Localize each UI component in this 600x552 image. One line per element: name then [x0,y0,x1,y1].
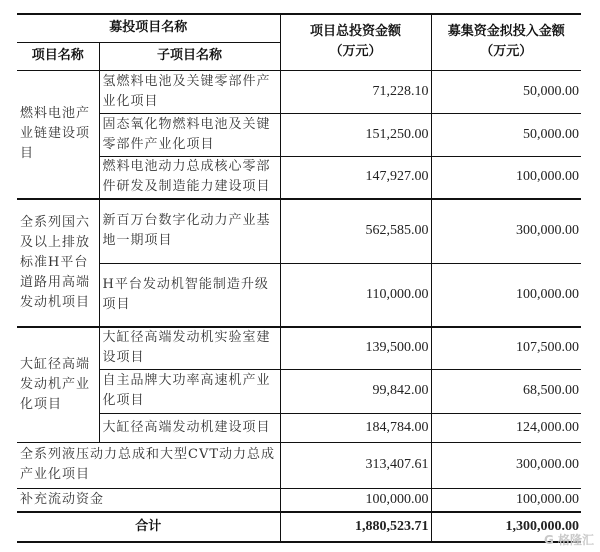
raised-funds-sum: 1,300,000.00 [431,512,581,542]
table-row [17,369,581,413]
sub-project-name: 新百万台数字化动力产业基地一期项目 [99,199,280,263]
raised-funds: 50,000.00 [431,113,581,156]
raised-funds: 107,500.00 [431,327,581,369]
total-investment: 562,585.00 [280,199,431,263]
table-row [17,113,581,156]
total-investment: 139,500.00 [280,327,431,369]
table-row [17,70,581,113]
project-name: 燃料电池产业链建设项目 [17,70,99,199]
total-investment: 99,842.00 [280,369,431,413]
raised-funds: 50,000.00 [431,70,581,113]
watermark-logo: G 格隆汇 [543,533,594,547]
sub-project-name: 氢燃料电池及关键零部件产业化项目 [99,70,280,113]
header-project-name: 项目名称 [17,42,99,70]
table-row [17,327,581,369]
total-investment: 100,000.00 [280,488,431,512]
header-raised-funds [431,14,581,70]
raised-funds: 100,000.00 [431,156,581,199]
total-investment: 151,250.00 [280,113,431,156]
project-name: 补充流动资金 [17,488,280,512]
sub-project-name: H平台发动机智能制造升级项目 [99,263,280,327]
table-row [17,442,581,488]
project-name: 全系列液压动力总成和大型CVT动力总成产业化项目 [17,442,280,488]
table-row [17,488,581,512]
sub-project-name: 固态氧化物燃料电池及关键零部件产业化项目 [99,113,280,156]
header-total-investment [280,14,431,70]
table-row [17,199,581,263]
header-total-label: 项目总投资金额 [310,24,402,40]
fundraising-projects-table [17,13,581,543]
total-row [17,512,581,542]
project-name: 全系列国六及以上排放标准H平台道路用高端发动机项目 [17,199,99,327]
table-row [17,156,581,199]
total-investment: 110,000.00 [280,263,431,327]
sub-project-name: 燃料电池动力总成核心零部件研发及制造能力建设项目 [99,156,280,199]
total-investment: 313,407.61 [280,442,431,488]
sub-project-name: 自主品牌大功率高速机产业化项目 [99,369,280,413]
header-raised-label: 募集资金拟投入金额 [447,24,565,40]
sub-project-name: 大缸径高端发动机建设项目 [99,413,280,442]
total-investment-sum: 1,880,523.71 [280,512,431,542]
header-group: 募投项目名称 [17,14,280,42]
table-row [17,263,581,327]
raised-funds: 300,000.00 [431,442,581,488]
total-investment: 71,228.10 [280,70,431,113]
raised-funds: 124,000.00 [431,413,581,442]
header-sub-project-name: 子项目名称 [99,42,280,70]
total-investment: 147,927.00 [280,156,431,199]
total-label: 合计 [17,512,280,542]
raised-funds: 300,000.00 [431,199,581,263]
raised-funds: 68,500.00 [431,369,581,413]
header-total-unit: （万元） [329,44,382,60]
raised-funds: 100,000.00 [431,263,581,327]
total-investment: 184,784.00 [280,413,431,442]
header-raised-unit: （万元） [480,44,533,60]
sub-project-name: 大缸径高端发动机实验室建设项目 [99,327,280,369]
raised-funds: 100,000.00 [431,488,581,512]
header-row [17,14,581,42]
table-row [17,413,581,442]
project-name: 大缸径高端发动机产业化项目 [17,327,99,442]
